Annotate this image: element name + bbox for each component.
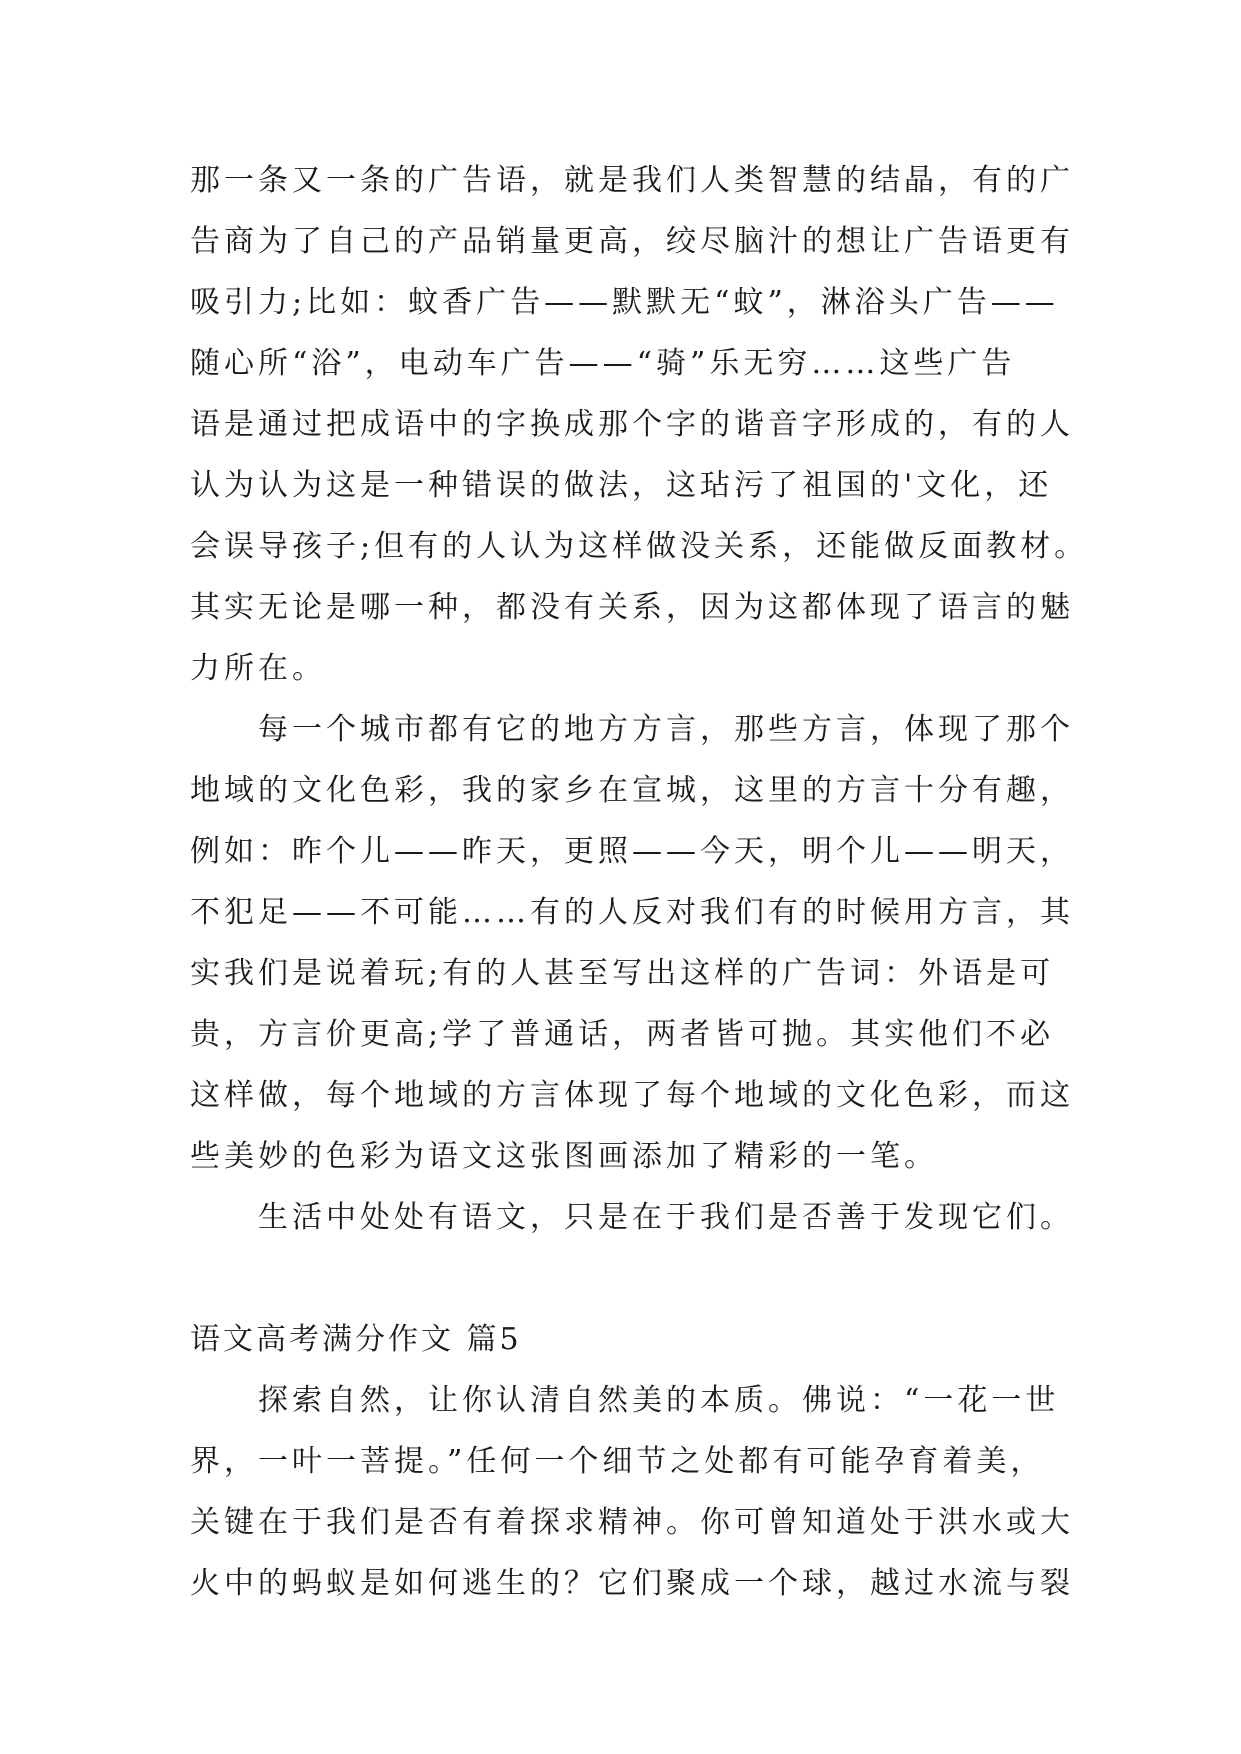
- text-line: 这样做，每个地域的方言体现了每个地域的文化色彩，而这: [190, 1078, 1074, 1113]
- paragraph-nature: [190, 1370, 1074, 1614]
- text-line: 些美妙的色彩为语文这张图画添加了精彩的一笔。: [190, 1139, 938, 1174]
- text-line: 告商为了自己的产品销量更高，绞尽脑汁的想让广告语更有: [190, 224, 1074, 259]
- text-line: 不犯足——不可能……有的人反对我们有的时候用方言，其: [190, 895, 1074, 930]
- text-line: 随心所“浴”，电动车广告——“骑”乐无穷……这些广告: [190, 346, 1016, 381]
- text-line: 吸引力;比如：蚊香广告——默默无“蚊”，淋浴头广告——: [190, 285, 1059, 320]
- text-line: 认为认为这是一种错误的做法，这玷污了祖国的'文化，还: [190, 468, 1053, 503]
- text-line: 地域的文化色彩，我的家乡在宣城，这里的方言十分有趣，: [190, 773, 1074, 808]
- text-line: 那一条又一条的广告语，就是我们人类智慧的结晶，有的广: [190, 163, 1074, 198]
- paragraph-advertising: [190, 150, 1089, 699]
- text-line: 贵，方言价更高;学了普通话，两者皆可抛。其实他们不必: [190, 1017, 1055, 1052]
- section-heading: 语文高考满分作文 篇5: [190, 1322, 522, 1357]
- text-line: 界，一叶一菩提。”任何一个细节之处都有可能孕育着美，: [190, 1444, 1045, 1479]
- paragraph-conclusion: [190, 1187, 1074, 1248]
- text-line: 会误导孩子;但有的人认为这样做没关系，还能做反面教材。: [190, 529, 1089, 564]
- text-line: 力所在。: [190, 651, 326, 686]
- text-line: 语是通过把成语中的字换成那个字的谐音字形成的，有的人: [190, 407, 1074, 442]
- text-line: 生活中处处有语文，只是在于我们是否善于发现它们。: [258, 1200, 1074, 1235]
- text-line: 实我们是说着玩;有的人甚至写出这样的广告词：外语是可: [190, 956, 1055, 991]
- text-line: 每一个城市都有它的地方方言，那些方言，体现了那个: [258, 712, 1074, 747]
- text-line: 关键在于我们是否有着探求精神。你可曾知道处于洪水或大: [190, 1505, 1074, 1540]
- document-page: [190, 150, 1089, 1614]
- text-line: 其实无论是哪一种，都没有关系，因为这都体现了语言的魅: [190, 590, 1074, 625]
- text-line: 探索自然，让你认清自然美的本质。佛说：“一花一世: [258, 1383, 1060, 1418]
- paragraph-dialect: [190, 699, 1074, 1187]
- blank-line: [190, 1248, 1070, 1309]
- text-line: 火中的蚂蚁是如何逃生的？它们聚成一个球，越过水流与裂: [190, 1566, 1074, 1601]
- text-line: 例如：昨个儿——昨天，更照——今天，明个儿——明天，: [190, 834, 1074, 869]
